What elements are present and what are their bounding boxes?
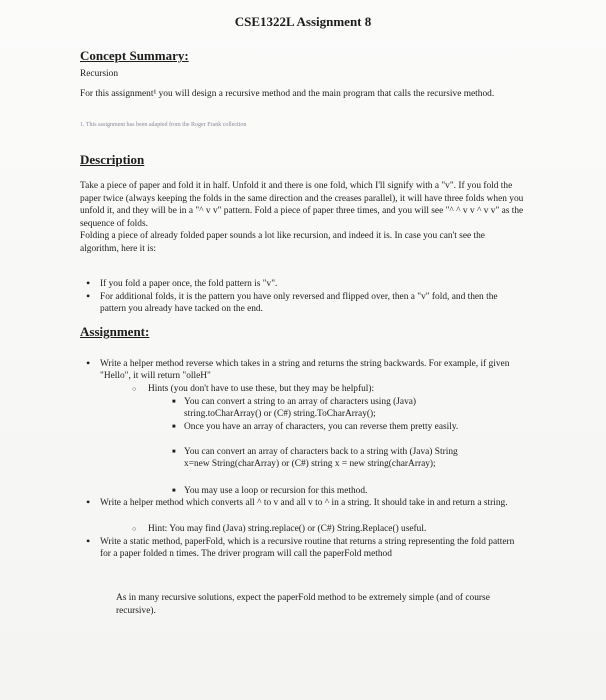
page-title: CSE1322L Assignment 8 [234, 14, 372, 29]
concept-intro: For this assignment¹ you will design a recursive method and the main program that calls the recursive method. [80, 89, 495, 99]
concept-topic: Recursion [80, 69, 119, 79]
footnote: 1. This assignment has been adapted from the Roger Frank collection [80, 122, 247, 128]
concept-summary-heading: Concept Summary: [80, 48, 189, 63]
list-item: • Write a helper method which converts all ^ to v and all v to ^ in a string. It should take in and return a string. [100, 497, 520, 509]
list-item: • For additional folds, it is the pattern you have only reversed and flipped over, then a "v" fold, and then the pattern you already have tacked on the end. [100, 291, 520, 315]
list-item: ■ You may use a loop or recursion for this method. [184, 485, 484, 497]
description-heading: Description [80, 152, 145, 167]
list-item: • Write a helper method reverse which takes in a string and returns the string backwards. For example, if given "Hello", it will return "olleH" [100, 358, 520, 382]
list-item: • If you fold a paper once, the fold pattern is "v". [100, 278, 520, 290]
assignment-heading: Assignment: [80, 324, 150, 339]
list-item: • Write a static method, paperFold, which is a recursive routine that returns a string representing the fold pattern for a paper folded n times. The driver program will call the paperFold method [100, 536, 520, 560]
description-paragraph-1: Take a piece of paper and fold it in half. Unfold it and there is one fold, which I'll signify with a "v". If you fold the paper twice (always keeping the folds in the same direction and the creases parallel), it will have three folds when you unfold it, and they will be in a "^ v v" pattern. Fold a piece of paper three times, and you will see "^ ^ v v ^ v v" as the sequence of folds. [80, 181, 524, 229]
closing-paragraph: As in many recursive solutions, expect the paperFold method to be extremely simple (and of course recursive). [116, 593, 490, 616]
list-item: ■ You can convert a string to an array of characters using (Java) string.toCharArray() or (C#) string.ToCharArray(); [184, 396, 484, 420]
description-paragraph-2: Folding a piece of already folded paper sounds a lot like recursion, and indeed it is. In case you can't see the algorithm, here it is: [80, 231, 485, 254]
list-item: ○ Hint: You may find (Java) string.replace() or (C#) String.Replace() useful. [148, 523, 508, 535]
list-item: ■ Once you have an array of characters, you can reverse them pretty easily. [184, 421, 484, 433]
list-item: ■ You can convert an array of characters back to a string with (Java) String x=new String(charArray) or (C#) string x = new string(charArray); [184, 446, 484, 470]
list-item: ○ Hints (you don't have to use these, but they may be helpful): [148, 383, 508, 395]
